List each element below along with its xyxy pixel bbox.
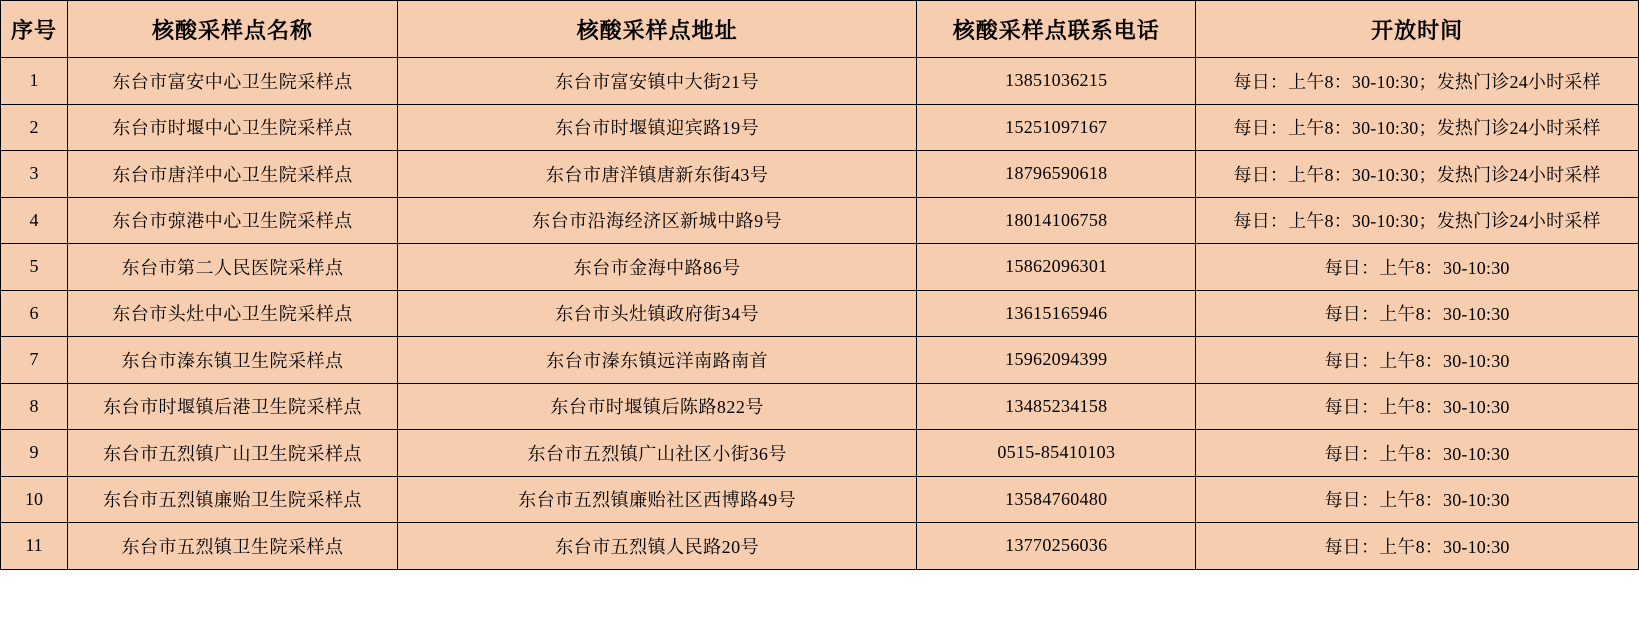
table-row bbox=[1, 290, 1639, 337]
cell-site-name: 东台市五烈镇广山卫生院采样点 bbox=[68, 430, 398, 477]
cell-site-address: 东台市五烈镇廉贻社区西博路49号 bbox=[397, 476, 916, 523]
cell-site-phone: 18796590618 bbox=[917, 151, 1196, 198]
table-row bbox=[1, 383, 1639, 430]
cell-site-phone: 13485234158 bbox=[917, 383, 1196, 430]
cell-site-name: 东台市溱东镇卫生院采样点 bbox=[68, 337, 398, 384]
table-row bbox=[1, 197, 1639, 244]
table-row bbox=[1, 58, 1639, 105]
cell-index: 11 bbox=[1, 523, 68, 570]
cell-open-hours: 每日：上午8：30-10:30；发热门诊24小时采样 bbox=[1196, 151, 1639, 198]
cell-site-phone: 13615165946 bbox=[917, 290, 1196, 337]
cell-site-phone: 15962094399 bbox=[917, 337, 1196, 384]
cell-site-address: 东台市唐洋镇唐新东街43号 bbox=[397, 151, 916, 198]
cell-site-name: 东台市唐洋中心卫生院采样点 bbox=[68, 151, 398, 198]
cell-site-phone: 18014106758 bbox=[917, 197, 1196, 244]
table-row bbox=[1, 151, 1639, 198]
cell-open-hours: 每日：上午8：30-10:30；发热门诊24小时采样 bbox=[1196, 58, 1639, 105]
cell-open-hours: 每日：上午8：30-10:30 bbox=[1196, 290, 1639, 337]
column-header-open-hours: 开放时间 bbox=[1196, 1, 1639, 58]
cell-index: 10 bbox=[1, 476, 68, 523]
cell-site-address: 东台市时堰镇后陈路822号 bbox=[397, 383, 916, 430]
table-row bbox=[1, 337, 1639, 384]
cell-index: 3 bbox=[1, 151, 68, 198]
cell-index: 9 bbox=[1, 430, 68, 477]
cell-index: 2 bbox=[1, 104, 68, 151]
cell-site-name: 东台市五烈镇廉贻卫生院采样点 bbox=[68, 476, 398, 523]
cell-open-hours: 每日：上午8：30-10:30 bbox=[1196, 383, 1639, 430]
cell-index: 4 bbox=[1, 197, 68, 244]
cell-site-address: 东台市五烈镇广山社区小街36号 bbox=[397, 430, 916, 477]
cell-site-address: 东台市金海中路86号 bbox=[397, 244, 916, 291]
cell-site-phone: 15862096301 bbox=[917, 244, 1196, 291]
table-row bbox=[1, 476, 1639, 523]
cell-open-hours: 每日：上午8：30-10:30 bbox=[1196, 430, 1639, 477]
cell-site-address: 东台市溱东镇远洋南路南首 bbox=[397, 337, 916, 384]
cell-site-name: 东台市第二人民医院采样点 bbox=[68, 244, 398, 291]
column-header-site-address: 核酸采样点地址 bbox=[397, 1, 916, 58]
table-body bbox=[1, 58, 1639, 570]
cell-index: 1 bbox=[1, 58, 68, 105]
cell-site-name: 东台市弶港中心卫生院采样点 bbox=[68, 197, 398, 244]
cell-open-hours: 每日：上午8：30-10:30 bbox=[1196, 337, 1639, 384]
cell-site-phone: 13584760480 bbox=[917, 476, 1196, 523]
cell-site-name: 东台市头灶中心卫生院采样点 bbox=[68, 290, 398, 337]
cell-site-name: 东台市富安中心卫生院采样点 bbox=[68, 58, 398, 105]
cell-site-name: 东台市五烈镇卫生院采样点 bbox=[68, 523, 398, 570]
table-header-row bbox=[1, 1, 1639, 58]
cell-site-phone: 0515-85410103 bbox=[917, 430, 1196, 477]
cell-site-phone: 13851036215 bbox=[917, 58, 1196, 105]
cell-index: 8 bbox=[1, 383, 68, 430]
table-row bbox=[1, 244, 1639, 291]
cell-site-phone: 13770256036 bbox=[917, 523, 1196, 570]
cell-index: 7 bbox=[1, 337, 68, 384]
cell-site-address: 东台市头灶镇政府街34号 bbox=[397, 290, 916, 337]
column-header-index: 序号 bbox=[1, 1, 68, 58]
table-row bbox=[1, 430, 1639, 477]
cell-open-hours: 每日：上午8：30-10:30 bbox=[1196, 244, 1639, 291]
cell-site-phone: 15251097167 bbox=[917, 104, 1196, 151]
cell-site-address: 东台市五烈镇人民路20号 bbox=[397, 523, 916, 570]
table-header bbox=[1, 1, 1639, 58]
cell-index: 5 bbox=[1, 244, 68, 291]
cell-site-name: 东台市时堰中心卫生院采样点 bbox=[68, 104, 398, 151]
cell-open-hours: 每日：上午8：30-10:30；发热门诊24小时采样 bbox=[1196, 104, 1639, 151]
cell-site-name: 东台市时堰镇后港卫生院采样点 bbox=[68, 383, 398, 430]
cell-index: 6 bbox=[1, 290, 68, 337]
cell-site-address: 东台市富安镇中大街21号 bbox=[397, 58, 916, 105]
column-header-site-name: 核酸采样点名称 bbox=[68, 1, 398, 58]
table-row bbox=[1, 104, 1639, 151]
column-header-site-phone: 核酸采样点联系电话 bbox=[917, 1, 1196, 58]
cell-open-hours: 每日：上午8：30-10:30 bbox=[1196, 523, 1639, 570]
cell-open-hours: 每日：上午8：30-10:30 bbox=[1196, 476, 1639, 523]
cell-site-address: 东台市时堰镇迎宾路19号 bbox=[397, 104, 916, 151]
cell-site-address: 东台市沿海经济区新城中路9号 bbox=[397, 197, 916, 244]
table-row bbox=[1, 523, 1639, 570]
cell-open-hours: 每日：上午8：30-10:30；发热门诊24小时采样 bbox=[1196, 197, 1639, 244]
